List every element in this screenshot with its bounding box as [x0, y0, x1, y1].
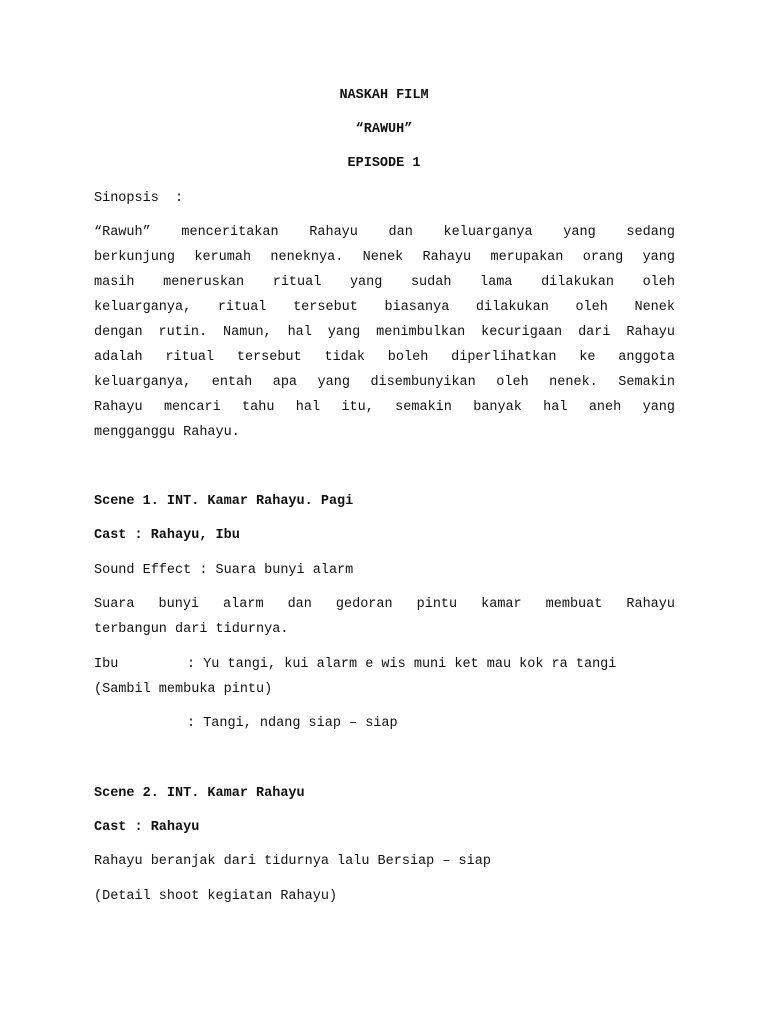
episode-heading: EPISODE 1	[347, 156, 421, 171]
synopsis-line: adalah ritual tersebut tidak boleh diperlihatkan ke anggota	[94, 350, 675, 365]
scene-2-action: Rahayu beranjak dari tidurnya lalu Bersiap – siap	[94, 854, 491, 869]
synopsis-line: keluarganya, ritual tersebut biasanya dilakukan oleh Nenek	[94, 300, 675, 315]
synopsis-line: “Rawuh” menceritakan Rahayu dan keluarganya yang sedang	[94, 225, 675, 240]
dialogue-speaker: Ibu	[94, 657, 119, 672]
scene-1-cast: Cast : Rahayu, Ibu	[94, 528, 240, 543]
scene-2-heading: Scene 2. INT. Kamar Rahayu	[94, 786, 305, 801]
synopsis-line: keluarganya, entah apa yang disembunyikan oleh nenek. Semakin	[94, 375, 675, 390]
scene-1-heading: Scene 1. INT. Kamar Rahayu. Pagi	[94, 494, 354, 509]
dialogue-line: : Tangi, ndang siap – siap	[187, 716, 398, 731]
scene-1-action-line: terbangun dari tidurnya.	[94, 622, 289, 637]
dialogue-parenthetical: (Sambil membuka pintu)	[94, 682, 273, 697]
synopsis-line: dengan rutin. Namun, hal yang menimbulkan kecurigaan dari Rahayu	[94, 325, 675, 340]
synopsis-line: berkunjung kerumah neneknya. Nenek Rahayu merupakan orang yang	[94, 250, 675, 265]
film-title: “RAWUH”	[355, 122, 413, 137]
scene-2-cast: Cast : Rahayu	[94, 820, 200, 835]
scene-2-detail: (Detail shoot kegiatan Rahayu)	[94, 889, 338, 904]
synopsis-label: Sinopsis :	[94, 191, 184, 206]
synopsis-line: mengganggu Rahayu.	[94, 425, 240, 440]
synopsis-line: masih meneruskan ritual yang sudah lama dilakukan oleh	[94, 275, 675, 290]
scene-1-action-line: Suara bunyi alarm dan gedoran pintu kamar membuat Rahayu	[94, 597, 675, 612]
scene-1-sound-effect: Sound Effect : Suara bunyi alarm	[94, 563, 354, 578]
dialogue-line: : Yu tangi, kui alarm e wis muni ket mau kok ra tangi	[187, 657, 617, 672]
document-title: NASKAH FILM	[339, 88, 429, 103]
synopsis-line: Rahayu mencari tahu hal itu, semakin banyak hal aneh yang	[94, 400, 675, 415]
